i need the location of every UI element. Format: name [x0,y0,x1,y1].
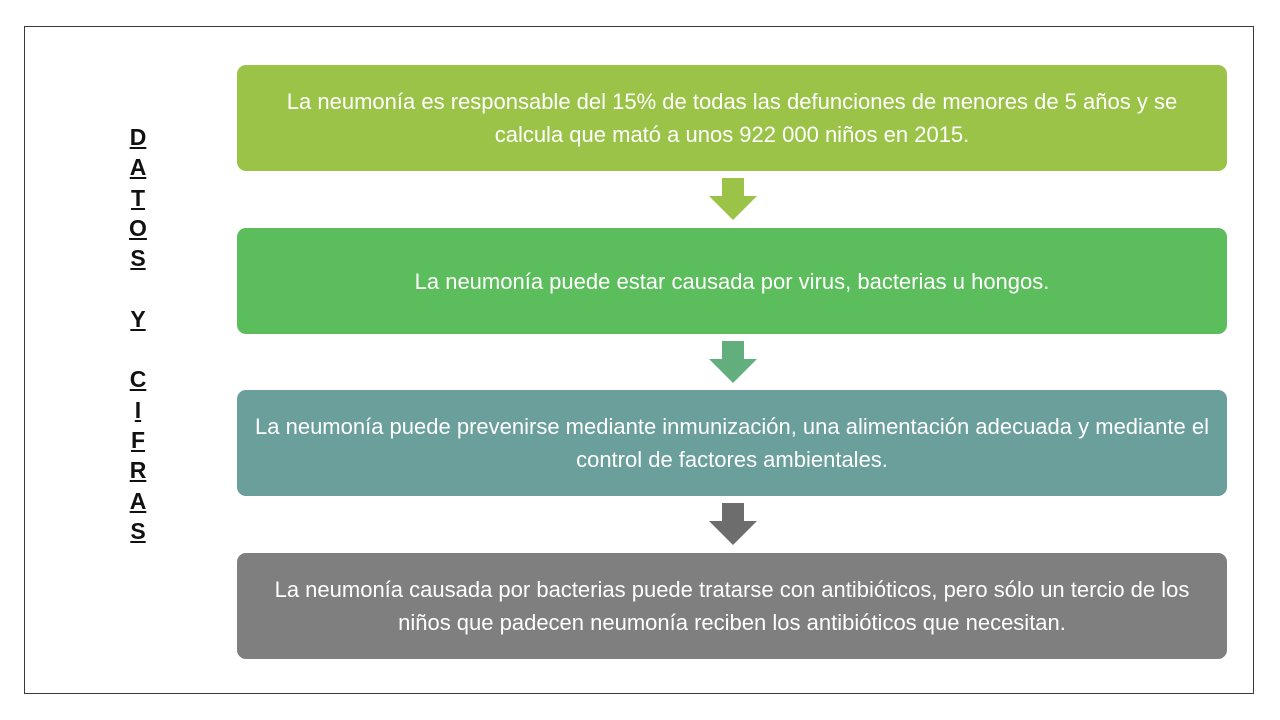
vertical-title [108,122,168,546]
title-spacer [108,334,168,364]
title-letter: F [130,426,146,453]
title-letter: T [130,184,146,211]
title-letter: A [129,487,147,514]
step-box-1 [237,65,1227,171]
title-letter: Y [130,305,146,332]
title-letter: C [129,366,147,393]
step-text: La neumonía es responsable del 15% de todas las defunciones de menores de 5 años y se calcula que mató a unos 922 000 niños en 2015. [286,89,1178,147]
title-letter: D [129,124,147,150]
down-arrow-icon [709,341,757,383]
title-letter: A [129,154,147,181]
step-box-3 [237,390,1227,496]
title-letter: I [134,396,142,423]
step-text: La neumonía puede estar causada por virus, bacterias u hongos. [414,268,1050,294]
down-arrow-icon [709,503,757,545]
title-letter: S [130,245,146,272]
step-box-4 [237,553,1227,659]
step-text: La neumonía causada por bacterias puede tratarse con antibióticos, pero sólo un tercio de los niños que padecen neumonía reciben los antibióticos que necesitan. [274,577,1190,635]
down-arrow-icon [709,178,757,220]
title-letter: R [129,457,147,484]
title-spacer [108,273,168,303]
title-letter: S [130,517,146,544]
step-box-2 [237,228,1227,334]
title-letter: O [129,214,147,241]
step-text: La neumonía puede prevenirse mediante inmunización, una alimentación adecuada y mediante el control de factores ambientales. [255,414,1209,472]
